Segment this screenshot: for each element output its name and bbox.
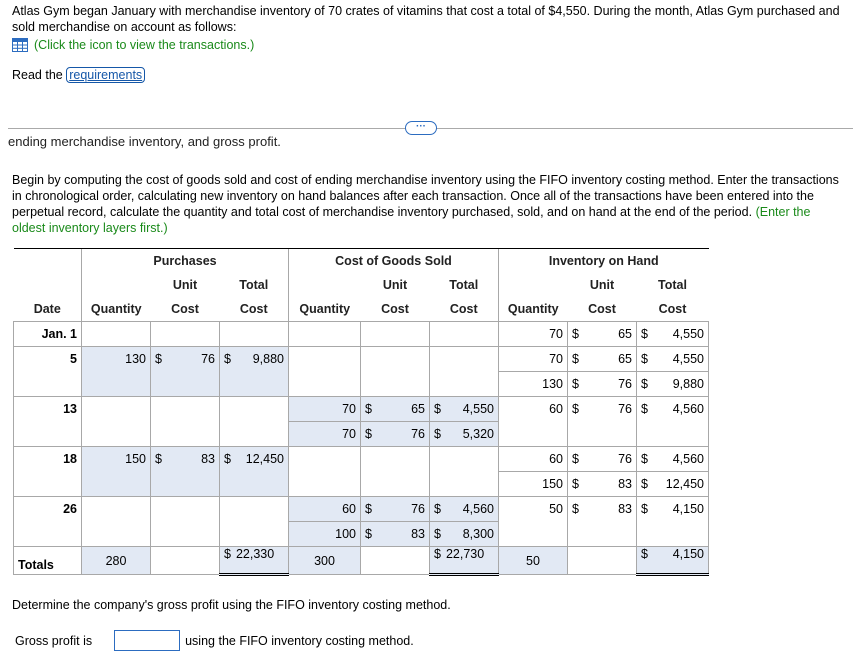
quantity-header: Quantity <box>499 297 568 322</box>
cogs-unit-cost: $ 65 <box>361 397 430 422</box>
purchase-unit-cost: $ 76 <box>151 347 220 397</box>
onhand-header: Inventory on Hand <box>499 249 709 274</box>
cost-header: Cost <box>658 302 687 316</box>
cost-header: Cost <box>239 302 268 316</box>
row-date: Jan. 1 <box>14 322 82 347</box>
gross-profit-row <box>15 630 414 651</box>
cogs-header: Cost of Goods Sold <box>289 249 499 274</box>
onhand-unit-cost: $ 76 <box>568 397 637 447</box>
onhand-total-cost: $ 4,550 <box>637 322 709 347</box>
table-row <box>14 322 709 347</box>
gross-profit-suffix: using the FIFO inventory costing method. <box>185 633 414 648</box>
purchase-quantity: 130 <box>82 347 151 397</box>
purchase-unit-cost: $ 83 <box>151 447 220 497</box>
table-row <box>14 447 709 472</box>
onhand-unit-cost: $ 83 <box>568 497 637 547</box>
table-row <box>14 397 709 422</box>
total-purchase-cost: $ 22,330 <box>220 547 289 575</box>
instructions-hint: (Enter the oldest inventory layers first.) <box>12 205 811 235</box>
gross-profit-question: Determine the company's gross profit using the FIFO inventory costing method. <box>12 598 451 612</box>
cost-header: Cost <box>171 302 199 316</box>
onhand-unit-cost: $ 65 <box>568 322 637 347</box>
total-header: Total <box>658 278 687 292</box>
cogs-total-cost: $ 5,320 <box>430 422 499 447</box>
read-requirements <box>12 68 145 82</box>
cogs-quantity: 70 <box>289 397 361 422</box>
read-the-text: Read the <box>12 68 63 82</box>
onhand-quantity: 50 <box>499 497 568 547</box>
total-header: Total <box>239 278 269 292</box>
total-purchase-quantity: 280 <box>82 547 151 575</box>
cost-header: Cost <box>449 302 478 316</box>
onhand-total-cost: $ 4,560 <box>637 447 709 472</box>
row-date: 13 <box>14 397 82 447</box>
onhand-total-cost: $ 4,150 <box>637 497 709 547</box>
onhand-quantity: 60 <box>499 397 568 447</box>
onhand-unit-cost: $ 65 <box>568 347 637 372</box>
row-date: 26 <box>14 497 82 547</box>
gross-profit-input[interactable] <box>114 630 180 651</box>
date-header: Date <box>33 302 61 316</box>
problem-intro: Atlas Gym began January with merchandise inventory of 70 crates of vitamins that cost a total of $4,550. During the month, Atlas Gym purchased and sold merchandise on account as follows: <box>12 4 840 34</box>
cogs-total-cost: $ 4,560 <box>430 497 499 522</box>
onhand-total-cost: $ 12,450 <box>637 472 709 497</box>
onhand-total-cost: $ 9,880 <box>637 372 709 397</box>
quantity-header: Quantity <box>289 297 361 322</box>
table-row <box>14 497 709 522</box>
onhand-total-cost: $ 4,550 <box>637 347 709 372</box>
cogs-unit-cost: $ 83 <box>361 522 430 547</box>
purchase-total-cost: $ 12,450 <box>220 447 289 497</box>
total-onhand-cost: $ 4,150 <box>637 547 709 575</box>
purchase-total-cost: $ 9,880 <box>220 347 289 397</box>
onhand-quantity: 60 <box>499 447 568 472</box>
instructions: Begin by computing the cost of goods sold and cost of ending merchandise inventory using the FIFO inventory costing method. Enter the transactions in chronological order, calculating new inventory on hand balances after each transaction. Once all of the transactions have been entered into the perpetual record, calculate the quantity and total cost of merchandise inventory purchased, sold, and on hand at the end of the period. (Enter the oldest inventory layers first.) <box>12 173 839 235</box>
onhand-unit-cost: $ 76 <box>568 447 637 472</box>
requirements-link[interactable]: requirements <box>66 67 145 83</box>
transactions-link-text[interactable]: (Click the icon to view the transactions.) <box>34 38 255 52</box>
onhand-unit-cost: $ 76 <box>568 372 637 397</box>
view-transactions-link[interactable] <box>12 38 254 52</box>
quantity-header: Quantity <box>82 297 151 322</box>
cogs-unit-cost: $ 76 <box>361 497 430 522</box>
fifo-perpetual-record <box>13 248 709 576</box>
onhand-unit-cost: $ 83 <box>568 472 637 497</box>
gross-profit-label: Gross profit is <box>15 633 93 648</box>
total-cogs-quantity: 300 <box>289 547 361 575</box>
cogs-total-cost: $ 4,550 <box>430 397 499 422</box>
totals-label: Totals <box>14 547 82 575</box>
cogs-total-cost: $ 8,300 <box>430 522 499 547</box>
row-date: 18 <box>14 447 82 497</box>
cogs-unit-cost: $ 76 <box>361 422 430 447</box>
cogs-quantity: 60 <box>289 497 361 522</box>
total-cogs-cost: $ 22,730 <box>430 547 499 575</box>
unit-header: Unit <box>172 278 198 292</box>
unit-header: Unit <box>382 278 408 292</box>
purchases-header: Purchases <box>82 249 289 274</box>
onhand-quantity: 150 <box>499 472 568 497</box>
cost-header: Cost <box>588 302 616 316</box>
onhand-quantity: 70 <box>499 322 568 347</box>
table-icon <box>12 38 28 52</box>
total-header: Total <box>449 278 479 292</box>
expand-button[interactable]: ··· <box>405 121 437 135</box>
cost-header: Cost <box>381 302 409 316</box>
onhand-quantity: 70 <box>499 347 568 372</box>
cogs-quantity: 100 <box>289 522 361 547</box>
cogs-quantity: 70 <box>289 422 361 447</box>
table-row <box>14 347 709 372</box>
totals-row <box>14 547 709 575</box>
onhand-quantity: 130 <box>499 372 568 397</box>
unit-header: Unit <box>589 278 615 292</box>
purchase-quantity: 150 <box>82 447 151 497</box>
total-onhand-quantity: 50 <box>499 547 568 575</box>
clipped-text: ending merchandise inventory, and gross profit. <box>8 134 281 149</box>
onhand-total-cost: $ 4,560 <box>637 397 709 447</box>
row-date: 5 <box>14 347 82 397</box>
